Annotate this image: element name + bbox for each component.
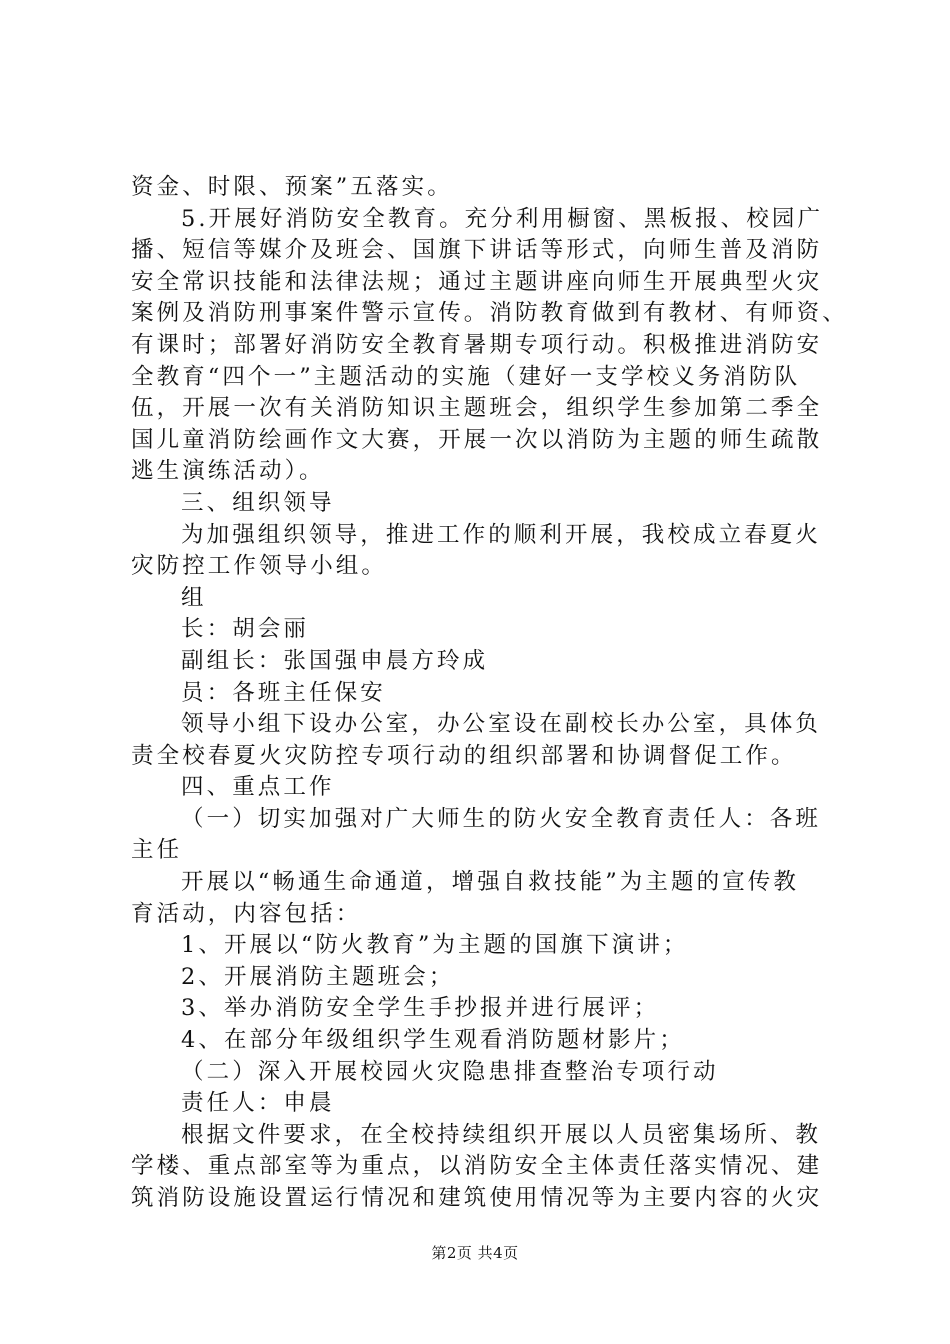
text-line: 有课时；部署好消防安全教育暑期专项行动。积极推进消防安 bbox=[131, 331, 823, 358]
list-item: 1、开展以“防火教育”为主题的国旗下演讲； bbox=[181, 932, 689, 959]
text-line: 灾防控工作领导小组。 bbox=[131, 553, 388, 580]
text-line: 员：各班主任保安 bbox=[181, 679, 386, 706]
text-line: 伍，开展一次有关消防知识主题班会，组织学生参加第二季全 bbox=[131, 395, 823, 422]
text-line: 全教育“四个一”主题活动的实施（建好一支学校义务消防队 bbox=[131, 363, 801, 390]
text-line: 资金、时限、预案”五落实。 bbox=[131, 174, 453, 200]
page-number-footer: 第2页 共4页 bbox=[431, 1244, 519, 1262]
text-line: 5.开展好消防安全教育。充分利用橱窗、黑板报、校园广 bbox=[181, 205, 824, 232]
text-line: 筑消防设施设置运行情况和建筑使用情况等为主要内容的火灾 bbox=[131, 1185, 823, 1211]
section-heading: 四、重点工作 bbox=[181, 774, 335, 801]
text-line: 案例及消防刑事案件警示宣传。消防教育做到有教材、有师资、 bbox=[131, 300, 848, 327]
text-line: 播、短信等媒介及班会、国旗下讲话等形式，向师生普及消防 bbox=[131, 237, 823, 264]
text-line: 领导小组下设办公室，办公室设在副校长办公室，具体负 bbox=[181, 711, 822, 738]
text-line: 根据文件要求，在全校持续组织开展以人员密集场所、教 bbox=[181, 1121, 822, 1148]
text-line: 国儿童消防绘画作文大赛，开展一次以消防为主题的师生疏散 bbox=[131, 426, 823, 453]
list-item: 4、在部分年级组织学生观看消防题材影片； bbox=[181, 1027, 685, 1054]
text-line: 逃生演练活动）。 bbox=[131, 458, 325, 485]
document-body bbox=[131, 172, 848, 1215]
subsection-heading: （二）深入开展校园火灾隐患排查整治专项行动 bbox=[181, 1058, 719, 1085]
text-line: 开展以“畅通生命通道，增强自救技能”为主题的宣传教 bbox=[181, 869, 800, 896]
text-line: 责全校春夏火灾防控专项行动的组织部署和协调督促工作。 bbox=[131, 742, 797, 769]
text-line: 育活动，内容包括： bbox=[131, 900, 362, 927]
list-item: 2、开展消防主题班会； bbox=[181, 963, 455, 990]
text-line: 副组长：张国强申晨方玲成 bbox=[181, 647, 489, 674]
subsection-heading: （一）切实加强对广大师生的防火安全教育责任人：各班 bbox=[181, 805, 822, 832]
text-line: 长：胡会丽 bbox=[181, 616, 310, 643]
text-line: 为加强组织领导，推进工作的顺利开展，我校成立春夏火 bbox=[181, 521, 822, 548]
text-line: 责任人：申晨 bbox=[181, 1090, 335, 1117]
text-line: 学楼、重点部室等为重点，以消防安全主体责任落实情况、建 bbox=[131, 1153, 823, 1180]
section-heading: 三、组织领导 bbox=[181, 489, 335, 516]
list-item: 3、举办消防安全学生手抄报并进行展评； bbox=[181, 995, 660, 1022]
text-line: 主任 bbox=[131, 837, 183, 864]
text-line: 组 bbox=[181, 584, 207, 611]
text-line: 安全常识技能和法律法规；通过主题讲座向师生开展典型火灾 bbox=[131, 268, 823, 295]
